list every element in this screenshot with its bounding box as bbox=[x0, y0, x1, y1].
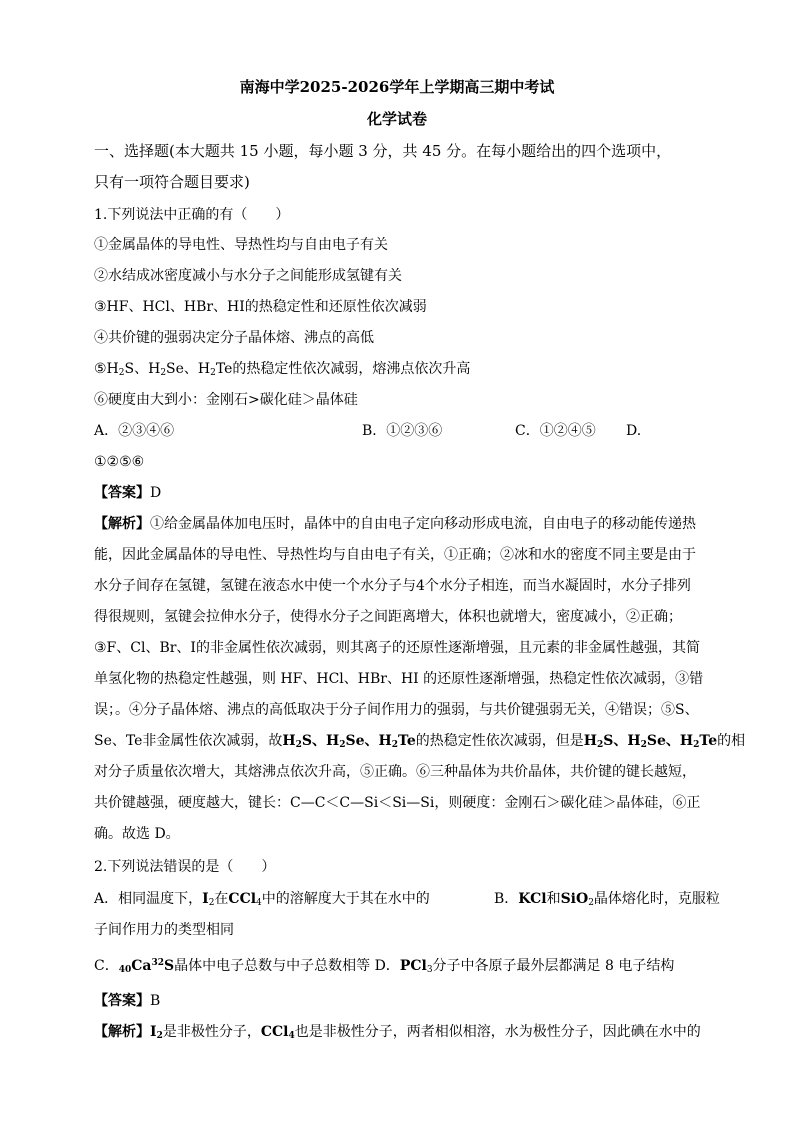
q1-analysis-line5: ③F、Cl、Br、I的非金属性依次减弱，则其离子的还原性逐渐增强，且元素的非金属性越强，其简 bbox=[94, 640, 700, 656]
q2-option-d: D．PCl$_3$分子中各原子最外层都满足 8 电子结构 bbox=[374, 958, 675, 975]
q2-option-a: A．相同温度下，$I_2$在CCl$_4$中的溶解度大于其在水中的 bbox=[94, 891, 430, 908]
q1-option-c: C．①②④⑤ bbox=[515, 423, 596, 439]
q1-analysis-line11: 确。故选 D。 bbox=[94, 826, 180, 842]
q1-analysis-line10: 共价键越强，硬度越大，键长：C—C＜C—Si＜Si—Si，则硬度：金刚石＞碳化硅＞晶体硅，⑥正 bbox=[94, 795, 701, 811]
q2-stem: 2.下列说法错误的是（ ） bbox=[94, 859, 276, 875]
q2-option-c-d bbox=[94, 956, 674, 976]
q1-stem: 1.下列说法中正确的有（ ） bbox=[94, 207, 290, 223]
section-instructions-line2: 只有一项符合题目要求) bbox=[94, 173, 250, 191]
q1-statement-5: $⑤H_2S$、$H_2Se$、$H_2Te$的热稳定性依次减弱，熔沸点依次升高 bbox=[94, 361, 471, 378]
q2-answer: 【答案】B bbox=[94, 993, 161, 1009]
q1-analysis-line1: 【解析】①给金属晶体加电压时，晶体中的自由电子定向移动形成电流，自由电子的移动能传递热 bbox=[94, 516, 696, 532]
q1-analysis-line6: 单氢化物的热稳定性越强，则 HF、HCl、HBr、HI 的还原性逐渐增强，热稳定性依次减弱，③错 bbox=[94, 671, 704, 687]
q1-analysis-line4: 得很规则，氢键会拉伸水分子，使得水分子之间距离增大，体积也就增大，密度减小，②正确； bbox=[94, 609, 682, 625]
q1-analysis-line7: 误；。④分子晶体熔、沸点的高低取决于分子间作用力的强弱，与共价键强弱无关，④错误；⑤S、 bbox=[94, 702, 699, 718]
q1-answer: 【答案】D bbox=[94, 485, 162, 501]
q1-statement-1: ①金属晶体的导电性、导热性均与自由电子有关 bbox=[94, 237, 388, 253]
q1-statement-4: ④共价键的强弱决定分子晶体熔、沸点的高低 bbox=[94, 330, 374, 346]
q1-statement-2: ②水结成冰密度减小与水分子之间能形成氢键有关 bbox=[94, 268, 402, 284]
q1-option-d: D. bbox=[626, 423, 642, 439]
q2-analysis-line1: 【解析】$I_2$是非极性分子，CCl$_4$也是非极性分子，两者相似相溶，水为极性分子，因此碘在水中的 bbox=[94, 1024, 701, 1041]
q1-analysis-line3: 水分子间存在氢键，氢键在液态水中使一个水分子与4个水分子相连，而当水凝固时，水分子排列 bbox=[94, 578, 691, 594]
q1-statement-6: ⑥硬度由大到小：金刚石>碳化硅＞晶体硅 bbox=[94, 392, 358, 408]
q1-option-d-cont: ①②⑤⑥ bbox=[94, 454, 145, 470]
q1-option-b: B．①②③⑥ bbox=[362, 423, 443, 439]
q2-option-b: B．KCl和SiO$_2$晶体熔化时，克服粒 bbox=[494, 891, 720, 908]
q2-option-b-cont: 子间作用力的类型相同 bbox=[94, 922, 234, 938]
exam-title: 南海中学2025-2026学年上学期高三期中考试 bbox=[239, 78, 555, 96]
q1-analysis-line9: 对分子质量依次增大，其熔沸点依次升高，⑤正确。⑥三种晶体为共价晶体，共价键的键长越短， bbox=[94, 764, 696, 780]
q1-option-a: A．②③④⑥ bbox=[94, 423, 175, 439]
q1-statement-3: ③HF、HCl、HBr、HI的热稳定性和还原性依次减弱 bbox=[94, 299, 427, 315]
q2-option-c: C．$_{40}Ca^{32}S$晶体中电子总数与中子总数相等 bbox=[94, 958, 371, 975]
section-instructions-line1: 一、选择题(本大题共 15 小题，每小题 3 分，共 45 分。在每小题给出的四个选项中， bbox=[94, 142, 672, 160]
q1-analysis-line8: Se、Te非金属性依次减弱，故$H_2S$、$H_2Se$、$H_2Te$的热稳定性依次减弱，但是$H_2S$、$H_2Se$、$H_2Te$的相 bbox=[94, 733, 746, 750]
exam-subtitle: 化学试卷 bbox=[366, 110, 427, 128]
q1-analysis-line2: 能，因此金属晶体的导电性、导热性均与自由电子有关，①正确；②冰和水的密度不同主要是由于 bbox=[94, 547, 696, 563]
